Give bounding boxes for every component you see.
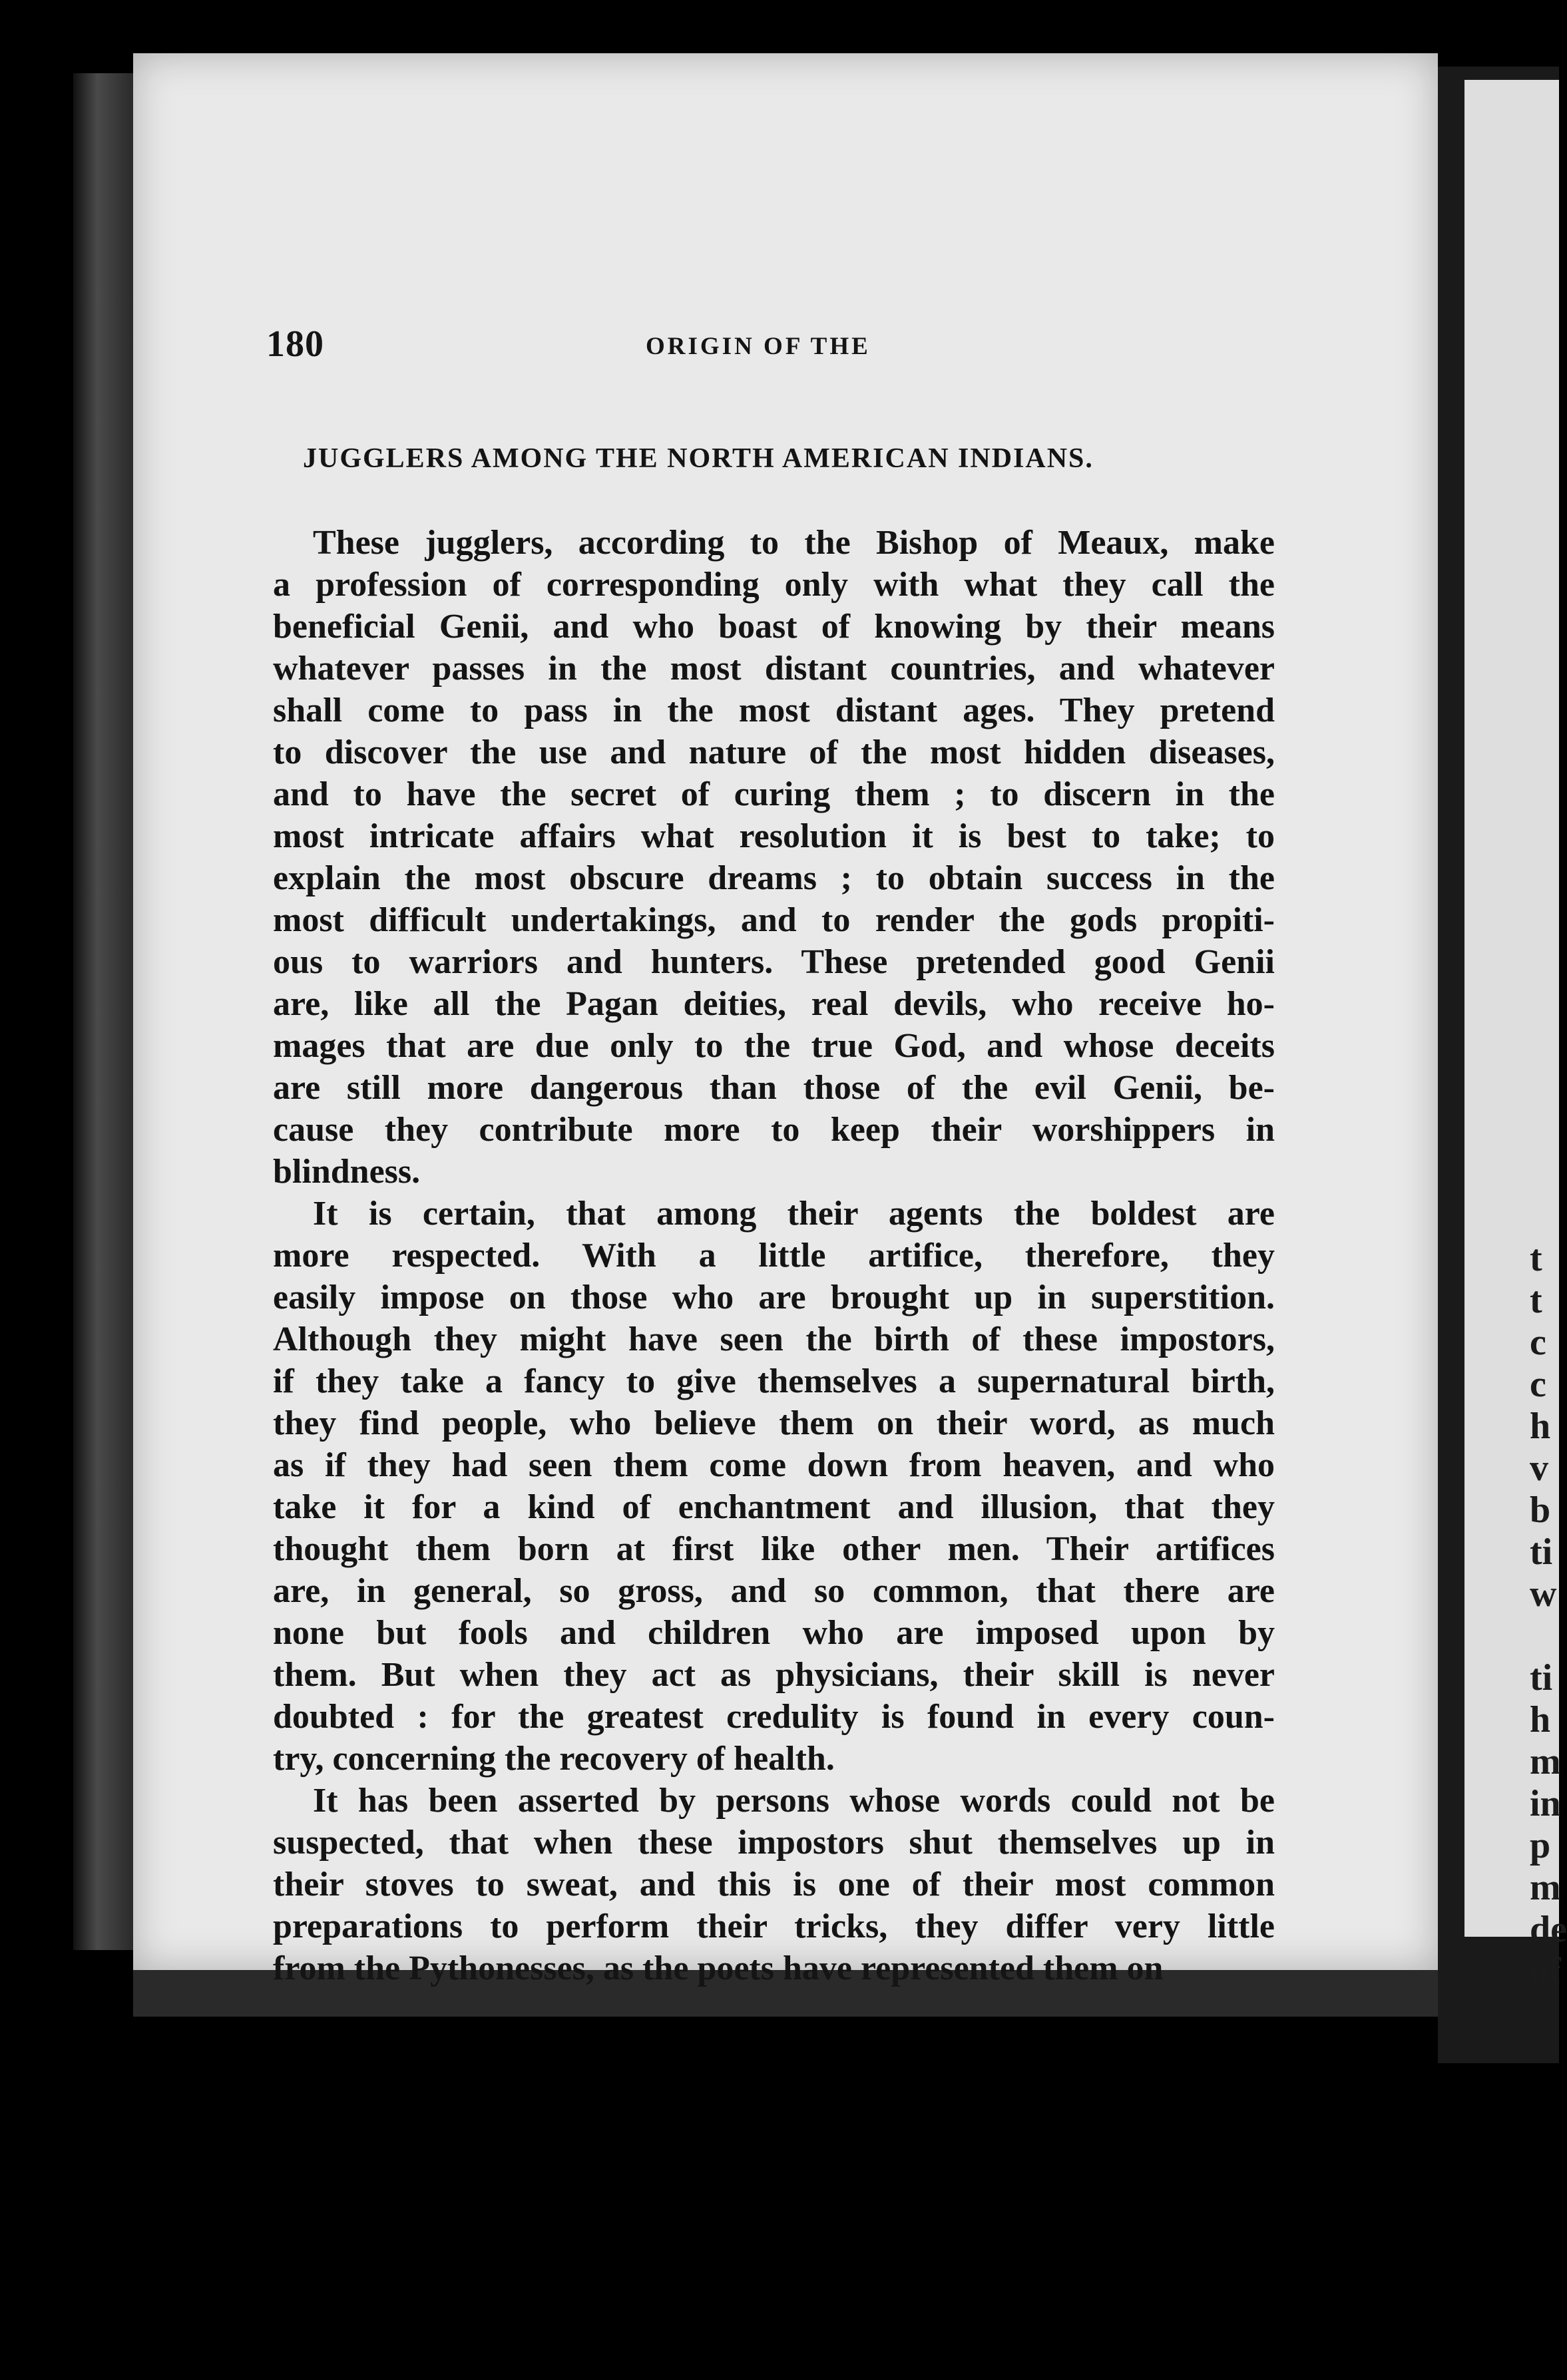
text-line: more respected. With a little artifice, therefore, they xyxy=(273,1237,1275,1275)
text-line: take it for a kind of enchantment and illusion, that they xyxy=(273,1488,1275,1526)
text-line: are, in general, so gross, and so common, that there are xyxy=(273,1572,1275,1610)
text-line: most difficult undertakings, and to render the gods propiti- xyxy=(273,901,1275,939)
text-line: cause they contribute more to keep their worshippers in xyxy=(273,1111,1275,1149)
text-line: and to have the secret of curing them ; to discern in the xyxy=(273,775,1275,813)
running-head xyxy=(266,323,1278,369)
text-line: them. But when they act as physicians, their skill is never xyxy=(273,1656,1275,1694)
text-line: are still more dangerous than those of the evil Genii, be- xyxy=(273,1069,1275,1107)
page-number: 180 xyxy=(266,323,324,365)
body-text xyxy=(273,522,1275,1989)
text-line: a profession of corresponding only with what they call the xyxy=(273,566,1275,604)
text-line: whatever passes in the most distant countries, and whatever xyxy=(273,650,1275,688)
paragraph xyxy=(273,1780,1275,1989)
text-line: blindness. xyxy=(273,1153,421,1191)
text-line: doubted : for the greatest credulity is found in every coun- xyxy=(273,1698,1275,1736)
text-line: to discover the use and nature of the most hidden diseases, xyxy=(273,733,1275,771)
text-line: if they take a fancy to give themselves a supernatural birth, xyxy=(273,1362,1275,1400)
text-line: most intricate affairs what resolution it is best to take; to xyxy=(273,817,1275,855)
text-line: Although they might have seen the birth of these impostors, xyxy=(273,1320,1275,1358)
text-line: easily impose on those who are brought up in superstition. xyxy=(273,1279,1275,1316)
text-line: It has been asserted by persons whose words could not be xyxy=(313,1782,1275,1820)
text-line: It is certain, that among their agents the boldest are xyxy=(313,1195,1275,1233)
text-line: try, concerning the recovery of health. xyxy=(273,1740,835,1778)
text-line: mages that are due only to the true God, and whose deceits xyxy=(273,1027,1275,1065)
text-line: as if they had seen them come down from heaven, and who xyxy=(273,1446,1275,1484)
text-line: are, like all the Pagan deities, real devils, who receive ho- xyxy=(273,985,1275,1023)
text-line: ous to warriors and hunters. These pretended good Genii xyxy=(273,943,1275,981)
facing-page-fragments: t t c c h v b ti w ti h m in p m de of xyxy=(1530,1238,1567,1992)
running-title: ORIGIN OF THE xyxy=(646,333,871,360)
text-line: they find people, who believe them on their word, as much xyxy=(273,1404,1275,1442)
text-line: none but fools and children who are imposed upon by xyxy=(273,1614,1275,1652)
text-line: their stoves to sweat, and this is one of their most common xyxy=(273,1866,1275,1903)
text-line: from the Pythonesses, as the poets have represented them on xyxy=(273,1949,1164,1987)
text-line: explain the most obscure dreams ; to obtain success in the xyxy=(273,859,1275,897)
book-gutter xyxy=(73,73,133,1950)
text-line: preparations to perform their tricks, they differ very little xyxy=(273,1907,1275,1945)
text-line: beneficial Genii, and who boast of knowing by their means xyxy=(273,608,1275,646)
text-line: These jugglers, according to the Bishop of Meaux, make xyxy=(313,524,1275,562)
text-line: suspected, that when these impostors shut themselves up in xyxy=(273,1824,1275,1862)
section-heading: JUGGLERS AMONG THE NORTH AMERICAN INDIANS. xyxy=(303,443,1094,474)
paragraph xyxy=(273,522,1275,1193)
text-line: shall come to pass in the most distant ages. They pretend xyxy=(273,692,1275,729)
paragraph xyxy=(273,1193,1275,1780)
text-line: thought them born at first like other men. Their artifices xyxy=(273,1530,1275,1568)
